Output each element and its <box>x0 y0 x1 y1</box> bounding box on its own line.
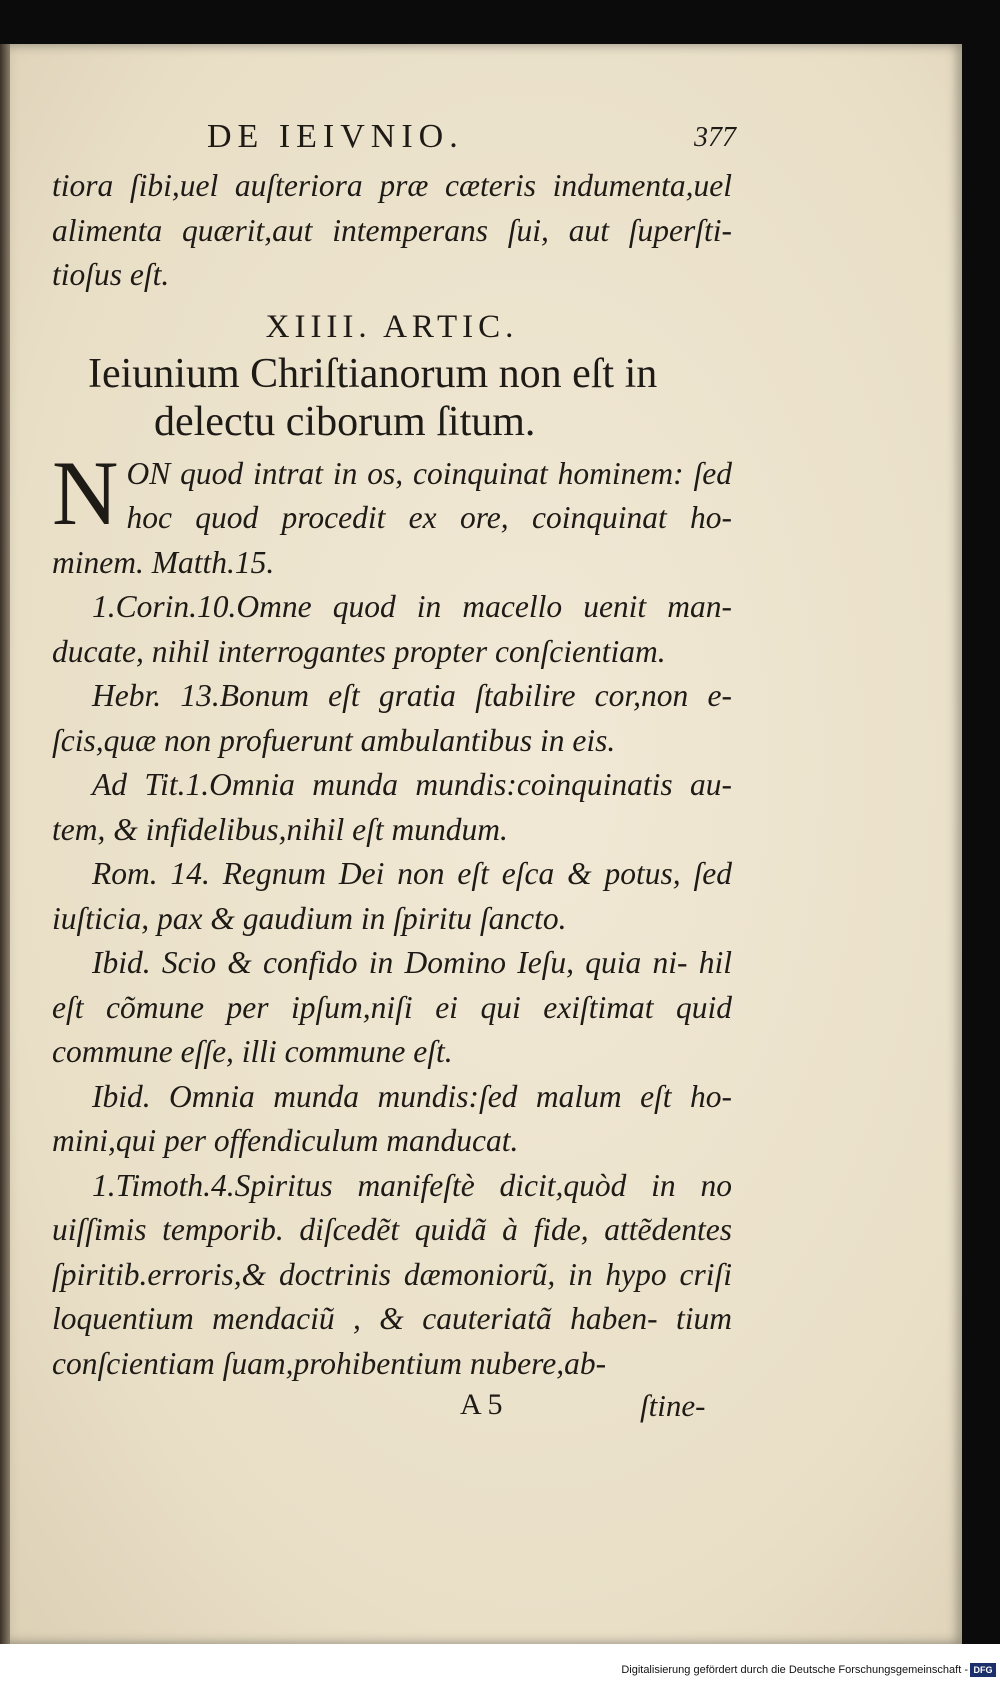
paragraph-8: 1.Timoth.4.Spiritus manifeſtè dicit,quòd in no uiſſimis temporib. diſcedẽt quidã à fide, attẽdentes ſpiritib.erroris,& doctrinis dæmoniorũ, in hypo criſi loquentium mendaciũ , & cauteriatã haben- tium conſcientiam ſuam,prohibentium nubere,ab- <box>52 1167 732 1381</box>
page-gutter <box>0 44 10 1644</box>
running-head <box>52 118 736 164</box>
paragraph-3: Hebr. 13.Bonum eſt gratia ſtabilire cor,non e- ſcis,quæ non profuerunt ambulantibus in eis. <box>52 678 732 758</box>
article-title-line-2: delectu ciborum ſitum. <box>154 398 536 445</box>
footer-bar <box>0 1644 1000 1690</box>
catchword: ſtine- <box>640 1388 706 1423</box>
paragraph-7: Ibid. Omnia munda mundis:ſed malum eſt ho- mini,qui per offendiculum manducat. <box>52 1078 732 1158</box>
dfg-logo-icon: DFG <box>970 1663 996 1677</box>
paragraph-2: 1.Corin.10.Omne quod in macello uenit man- ducate, nihil interrogantes propter conſcientiam. <box>52 589 732 669</box>
running-title: DE IEIVNIO. <box>207 118 464 155</box>
article-title <box>52 350 732 446</box>
page-number: 377 <box>694 122 736 153</box>
paragraph-5: Rom. 14. Regnum Dei non eſt eſca & potus, ſed iuſticia, pax & gaudium in ſpiritu ſancto. <box>52 856 732 936</box>
paragraph-1 <box>52 441 732 586</box>
paragraph-4: Ad Tit.1.Omnia munda mundis:coinquinatis au- tem, & infidelibus,nihil eſt mundum. <box>52 767 732 847</box>
book-page <box>0 44 962 1644</box>
catchline <box>52 1388 732 1438</box>
drop-cap: N <box>52 441 119 544</box>
signature-mark: A 5 <box>460 1388 503 1421</box>
paragraph-6: Ibid. Scio & confido in Domino Ieſu, quia ni- hil eſt cõmune per ipſum,niſi ei qui exiſtimat quid commune eſſe, illi commune eſt. <box>52 945 732 1069</box>
paragraph-1-text: ON quod intrat in os, coinquinat hominem: ſed hoc quod procedit ex ore, coinquinat ho- minem. Matth.15. <box>52 455 732 580</box>
text-block <box>52 118 736 1438</box>
article-heading: XIIII. ARTIC. <box>265 308 519 345</box>
footer-credit: Digitalisierung gefördert durch die Deutsche Forschungsgemeinschaft - <box>621 1664 968 1676</box>
continuation-paragraph: tiora ſibi,uel auſteriora præ cæteris indumenta,uel alimenta quærit,aut intemperans ſui, aut ſuperſti- tioſus eſt. <box>52 168 732 292</box>
article-title-line-1: Ieiunium Chriſtianorum non eſt in <box>88 350 658 397</box>
